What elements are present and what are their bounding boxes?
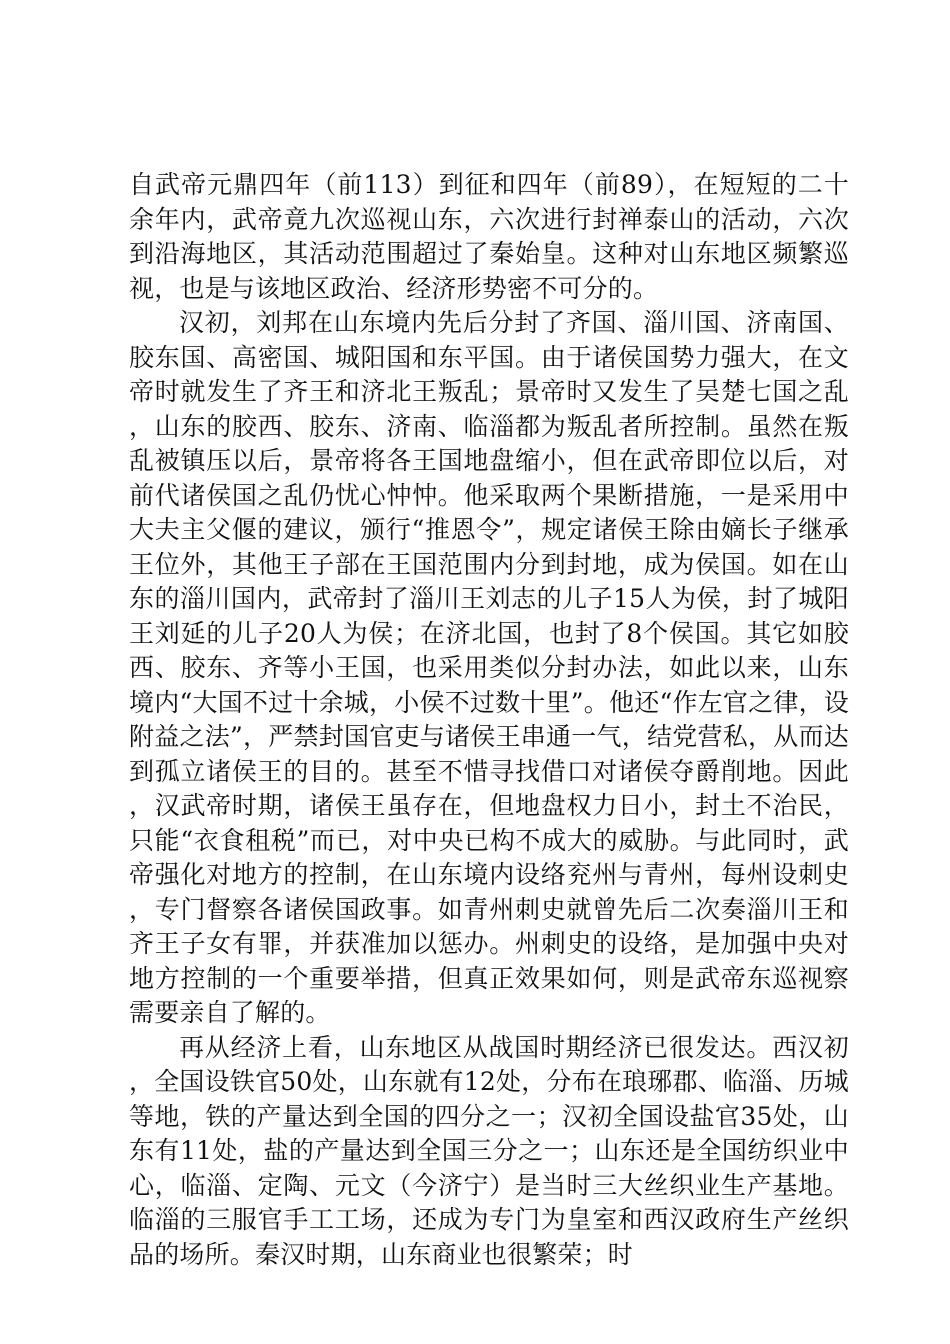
paragraph-2: 汉初，刘邦在山东境内先后分封了齐国、淄川国、济南国、胶东国、高密国、城阳国和东平国。由于诸侯国势力强大，在文帝时就发生了齐王和济北王叛乱；景帝时又发生了吴楚七国之乱，山东的胶西、胶东、济南、临淄都为叛乱者所控制。虽然在叛乱被镇压以后，景帝将各王国地盘缩小，但在武帝即位以后，对前代诸侯国之乱仍忧心忡忡。他采取两个果断措施，一是采用中大夫主父偃的建议，颁行“推恩令”，规定诸侯王除由嫡长子继承王位外，其他王子部在王国范围内分到封地，成为侯国。如在山东的淄川国内，武帝封了淄川王刘志的儿子15人为侯，封了城阳王刘延的儿子20人为侯；在济北国，也封了8个侯国。其它如胶西、胶东、齐等小王国，也采用类似分封办法，如此以来，山东境内“大国不过十余城，小侯不过数十里”。他还“作左官之律，设附益之法”，严禁封国官吏与诸侯王串通一气，结党营私，从而达到孤立诸侯王的目的。甚至不惜寻找借口对诸侯夺爵削地。因此，汉武帝时期，诸侯王虽存在，但地盘权力日小，封土不治民，只能“衣食租税”而已，对中央已构不成大的威胁。与此同时，武帝强化对地方的控制，在山东境内设络兖州与青州，每州设刺史，专门督察各诸侯国政事。如青州刺史就曾先后二次奏淄川王和齐王子女有罪，并获准加以惩办。州刺史的设络，是加强中央对地方控制的一个重要举措，但真正效果如何，则是武帝东巡视察需要亲自了解的。 (129, 308, 849, 1027)
body-text (129, 168, 849, 1272)
paragraph-1: 自武帝元鼎四年（前113）到征和四年（前89），在短短的二十余年内，武帝竟九次巡视山东，六次进行封禅泰山的活动，六次到沿海地区，其活动范围超过了秦始皇。这种对山东地区频繁巡视，也是与该地区政治、经济形势密不可分的。 (129, 170, 849, 303)
paragraph-3: 再从经济上看，山东地区从战国时期经济已很发达。西汉初，全国设铁官50处，山东就有12处，分布在琅琊郡、临淄、历城等地，铁的产量达到全国的四分之一；汉初全国设盐官35处，山东有11处，盐的产量达到全国三分之一；山东还是全国纺织业中心，临淄、定陶、元文（今济宁）是当时三大丝织业生产基地。临淄的三服官手工工场，还成为专门为皇室和西汉政府生产丝织品的场所。秦汉时期，山东商业也很繁荣；时 (129, 1032, 849, 1269)
